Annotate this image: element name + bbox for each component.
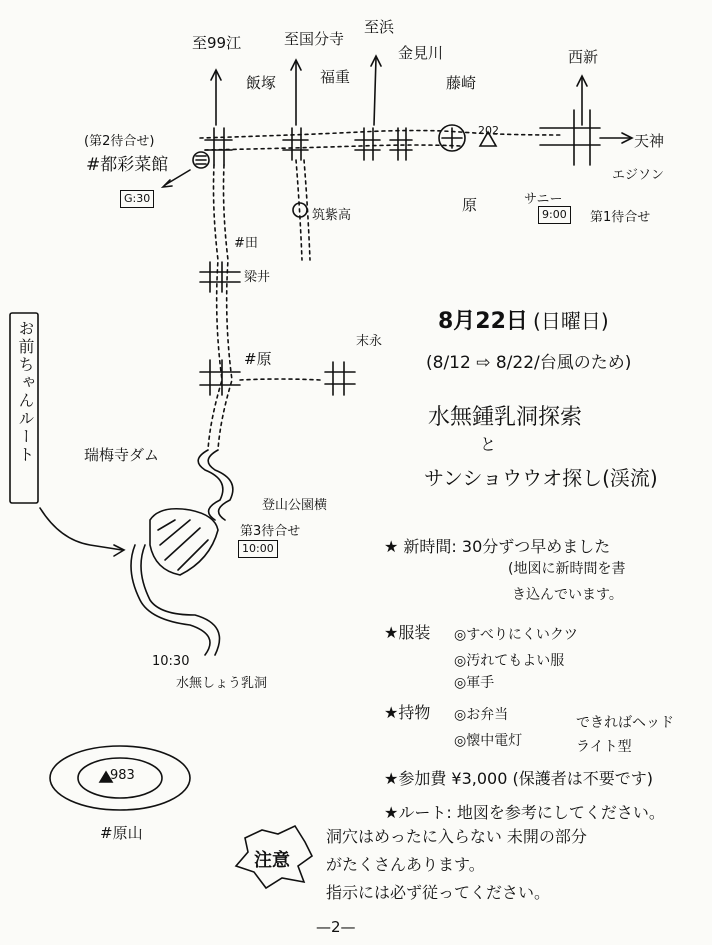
belongings-note-2: ライト型 — [576, 739, 632, 755]
notice-line-1: 洞穴はめったに入らない 未開の部分 — [326, 827, 587, 846]
fee-item: ★参加費 ¥3,000 (保護者は不要です) — [384, 769, 653, 788]
map-label-tenjin: 天神 — [634, 132, 665, 150]
event-date: 8月22日 — [438, 309, 528, 334]
new-time-item: ★ 新時間: 30分ずつ早めました — [384, 537, 611, 556]
belongings-note-1: できればヘッド — [576, 715, 674, 731]
map-label-cave: 水無しょう乳洞 — [176, 676, 268, 691]
title-cave: 水無鍾乳洞探索 — [428, 405, 583, 430]
map-label-sunny: サニー — [524, 192, 563, 207]
belongings-item-1: ◎お弁当 — [454, 707, 509, 723]
title-and: と — [480, 435, 497, 454]
postponed-note: (8/12 ⇨ 8/22/台風のため) — [426, 353, 632, 373]
map-label-hara: 原 — [462, 196, 478, 214]
clothing-item-2: ◎汚れてもよい服 — [454, 653, 565, 669]
title-salamander: サンショウウオ探し(渓流) — [424, 466, 658, 490]
map-label-esso: エジソン — [612, 168, 665, 183]
clothing-heading: ★服装 — [384, 623, 431, 642]
map-label-tosai-store: #都彩菜館 — [86, 155, 169, 175]
mountain-height: 983 — [110, 768, 135, 783]
page-number: —2— — [316, 918, 356, 936]
map-label-meet-2: (第2待合せ) — [84, 134, 155, 149]
map-label-meet-3: 第3待合せ — [240, 524, 301, 539]
new-time-note-2: き込んでいます。 — [512, 587, 623, 603]
map-label-to-river: 至浜 — [364, 18, 395, 36]
map-label-time-4: 10:30 — [152, 654, 190, 669]
day-of-week: (日曜日) — [533, 309, 609, 333]
time-box-2: 9:00 — [538, 206, 571, 224]
map-label-202: 202 — [478, 124, 499, 137]
clothing-item-1: ◎すべりにくいクツ — [454, 627, 578, 643]
clothing-item-3: ◎軍手 — [454, 675, 495, 691]
map-label-meet-1: 第1待合せ — [590, 210, 651, 225]
map-label-nishijin: 西新 — [568, 48, 599, 66]
belongings-heading: ★持物 — [384, 703, 431, 722]
event-date-line — [438, 304, 609, 335]
map-label-park: 登山公園横 — [262, 498, 328, 513]
map-label-ochiai: 梁井 — [244, 270, 271, 285]
map-label-chikushi-high: 筑紫高 — [312, 208, 352, 223]
mountain-name: #原山 — [100, 824, 143, 842]
map-label-iizuka: 飯塚 — [246, 74, 277, 92]
map-label-hara-2: #原 — [244, 350, 272, 368]
map-label-kane-river: 金見川 — [398, 44, 444, 62]
notice-line-2: がたくさんあります。 — [326, 855, 485, 874]
map-label-to-shrine: 至国分寺 — [284, 30, 345, 48]
map-label-to-city: 至99江 — [192, 34, 242, 52]
notice-line-3: 指示には必ず従ってください。 — [326, 883, 551, 902]
time-box-3: 10:00 — [238, 540, 278, 558]
notice-badge: 注意 — [254, 850, 290, 871]
new-time-note-1: (地図に新時間を書 — [508, 561, 626, 577]
time-box-1: G:30 — [120, 190, 154, 208]
belongings-item-2: ◎懐中電灯 — [454, 733, 523, 749]
map-label-fujisaki: 藤崎 — [446, 74, 477, 92]
side-note: お前ちゃんルート — [16, 320, 35, 464]
map-label-suenaga: 末永 — [356, 334, 383, 349]
map-label-fukushige: 福重 — [320, 68, 351, 86]
map-label-dam: 瑞梅寺ダム — [84, 446, 160, 464]
map-label-ida: #田 — [234, 236, 258, 251]
route-item: ★ルート: 地図を参考にしてください。 — [384, 803, 665, 822]
